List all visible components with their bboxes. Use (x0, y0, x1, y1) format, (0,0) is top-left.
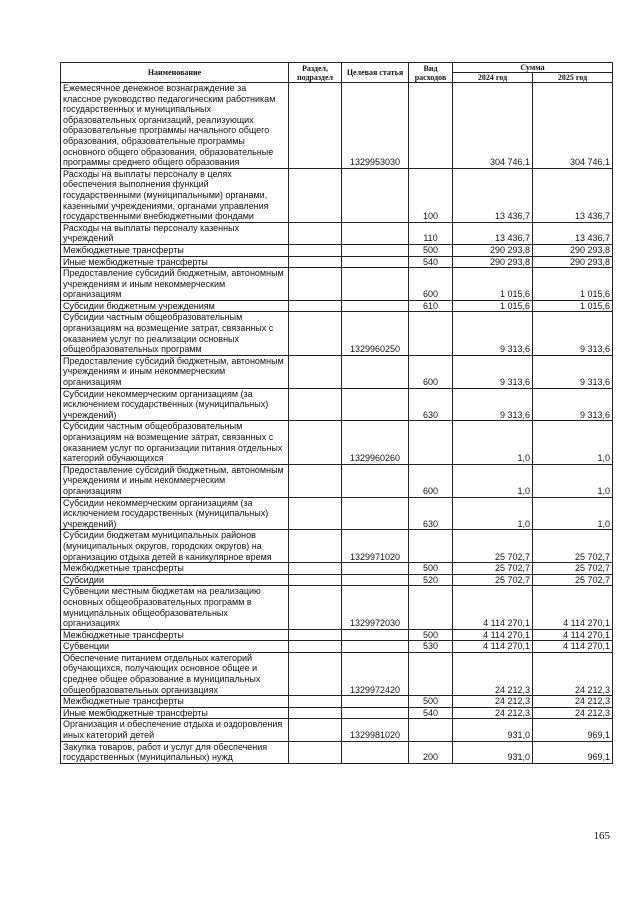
cell-2025: 24 212,3 (533, 707, 613, 719)
table-row (61, 707, 613, 719)
cell-2025: 9 313,6 (533, 355, 613, 388)
cell-section (289, 388, 342, 421)
cell-section (289, 168, 342, 222)
cell-section (289, 312, 342, 355)
cell-target (342, 355, 409, 388)
table-row (61, 464, 613, 497)
table-row (61, 421, 613, 464)
cell-target (342, 741, 409, 763)
header-kind: Вид расходов (409, 63, 453, 83)
cell-target (342, 268, 409, 301)
cell-2025: 13 436,7 (533, 168, 613, 222)
cell-2024: 1,0 (453, 464, 533, 497)
cell-section (289, 696, 342, 708)
cell-section (289, 652, 342, 695)
cell-2025: 9 313,6 (533, 312, 613, 355)
table-row (61, 355, 613, 388)
cell-kind: 500 (409, 244, 453, 256)
cell-target: 1329972420 (342, 652, 409, 695)
cell-kind: 100 (409, 168, 453, 222)
cell-2024: 931,0 (453, 719, 533, 741)
cell-target (342, 563, 409, 575)
cell-2024: 13 436,7 (453, 222, 533, 244)
cell-2025: 13 436,7 (533, 222, 613, 244)
cell-2025: 4 114 270,1 (533, 641, 613, 653)
cell-2025: 24 212,3 (533, 652, 613, 695)
cell-target: 1329960260 (342, 421, 409, 464)
cell-target: 1329953030 (342, 83, 409, 169)
cell-section (289, 421, 342, 464)
cell-name: Организация и обеспечение отдыха и оздоровления иных категорий детей (61, 719, 289, 741)
cell-name: Субсидии бюджетам муниципальных районов (муниципальных округов, городских округов) на организацию отдыха детей в каникулярное время (61, 530, 289, 563)
cell-target: 1329981020 (342, 719, 409, 741)
cell-2025: 969,1 (533, 741, 613, 763)
cell-kind (409, 652, 453, 695)
header-year-2025: 2025 год (533, 73, 613, 83)
table-row (61, 268, 613, 301)
cell-name: Межбюджетные трансферты (61, 563, 289, 575)
cell-name: Предоставление субсидий бюджетным, автономным учреждениям и иным некоммерческим организациям (61, 355, 289, 388)
table-row (61, 530, 613, 563)
cell-kind: 520 (409, 574, 453, 586)
cell-name: Предоставление субсидий бюджетным, автономным учреждениям и иным некоммерческим организациям (61, 464, 289, 497)
cell-kind (409, 421, 453, 464)
cell-name: Иные межбюджетные трансферты (61, 707, 289, 719)
cell-name: Субсидии бюджетным учреждениям (61, 300, 289, 312)
budget-table (60, 62, 613, 764)
cell-2024: 24 212,3 (453, 707, 533, 719)
cell-section (289, 222, 342, 244)
cell-target: 1329960250 (342, 312, 409, 355)
cell-2024: 25 702,7 (453, 574, 533, 586)
cell-section (289, 300, 342, 312)
cell-name: Расходы на выплаты персоналу казенных учреждений (61, 222, 289, 244)
cell-2024: 1 015,6 (453, 268, 533, 301)
table-row (61, 222, 613, 244)
cell-kind (409, 83, 453, 169)
table-row (61, 256, 613, 268)
table-row (61, 741, 613, 763)
cell-kind: 630 (409, 388, 453, 421)
cell-2025: 1,0 (533, 497, 613, 530)
cell-section (289, 268, 342, 301)
cell-2024: 290 293,8 (453, 244, 533, 256)
cell-section (289, 256, 342, 268)
cell-section (289, 355, 342, 388)
cell-2025: 4 114 270,1 (533, 629, 613, 641)
table-row (61, 719, 613, 741)
cell-kind: 600 (409, 268, 453, 301)
cell-2024: 13 436,7 (453, 168, 533, 222)
cell-name: Субсидии некоммерческим организациям (за исключением государственных (муниципальных) учреждений) (61, 497, 289, 530)
cell-2024: 290 293,8 (453, 256, 533, 268)
cell-2025: 4 114 270,1 (533, 586, 613, 629)
cell-kind: 500 (409, 563, 453, 575)
cell-target (342, 388, 409, 421)
table-row (61, 244, 613, 256)
header-sum: Сумма (453, 63, 613, 73)
table-row (61, 652, 613, 695)
cell-name: Субсидии частным общеобразовательным организациям на возмещение затрат, связанных с оказанием услуг по организации питания отдельных категорий обучающихся (61, 421, 289, 464)
cell-2024: 9 313,6 (453, 355, 533, 388)
cell-kind: 540 (409, 707, 453, 719)
header-target: Целевая статья (342, 63, 409, 83)
table-row (61, 696, 613, 708)
cell-target (342, 256, 409, 268)
cell-target (342, 629, 409, 641)
cell-name: Субвенции местным бюджетам на реализацию основных общеобразовательных программ в муниципальных общеобразовательных организациях (61, 586, 289, 629)
cell-kind (409, 530, 453, 563)
cell-2024: 4 114 270,1 (453, 586, 533, 629)
cell-name: Обеспечение питанием отдельных категорий обучающихся, получающих основное общее и среднее общее образование в муниципальных общеобразовательных организациях (61, 652, 289, 695)
cell-name: Закупка товаров, работ и услуг для обеспечения государственных (муниципальных) нужд (61, 741, 289, 763)
cell-2024: 1,0 (453, 497, 533, 530)
cell-2025: 290 293,8 (533, 244, 613, 256)
cell-name: Иные межбюджетные трансферты (61, 256, 289, 268)
table-row (61, 497, 613, 530)
header-section: Раздел, подраздел (289, 63, 342, 83)
cell-2025: 290 293,8 (533, 256, 613, 268)
table-row (61, 168, 613, 222)
cell-2025: 1 015,6 (533, 300, 613, 312)
cell-target (342, 574, 409, 586)
cell-2024: 24 212,3 (453, 696, 533, 708)
cell-target: 1329971020 (342, 530, 409, 563)
cell-2024: 931,0 (453, 741, 533, 763)
cell-2024: 25 702,7 (453, 530, 533, 563)
header-name: Наименование (61, 63, 289, 83)
cell-target (342, 168, 409, 222)
table-body (61, 83, 613, 764)
cell-name: Субвенции (61, 641, 289, 653)
cell-2024: 1,0 (453, 421, 533, 464)
cell-section (289, 464, 342, 497)
table-row (61, 300, 613, 312)
cell-kind: 500 (409, 629, 453, 641)
page-number: 165 (593, 830, 610, 842)
table-row (61, 83, 613, 169)
cell-target (342, 244, 409, 256)
cell-2025: 304 746,1 (533, 83, 613, 169)
cell-name: Ежемесячное денежное вознаграждение за классное руководство педагогическим работникам государственных и муниципальных образовательных организаций, реализующих образовательные программы начального общего образования, образовательные программы основного общего образования, образовательные программы среднего общего образования (61, 83, 289, 169)
cell-target: 1329972030 (342, 586, 409, 629)
cell-section (289, 497, 342, 530)
table-row (61, 574, 613, 586)
cell-section (289, 83, 342, 169)
cell-target (342, 300, 409, 312)
cell-2024: 9 313,6 (453, 312, 533, 355)
cell-name: Межбюджетные трансферты (61, 244, 289, 256)
cell-section (289, 719, 342, 741)
cell-kind: 610 (409, 300, 453, 312)
cell-name: Субсидии (61, 574, 289, 586)
cell-target (342, 696, 409, 708)
table-row (61, 563, 613, 575)
cell-2025: 9 313,6 (533, 388, 613, 421)
cell-2024: 4 114 270,1 (453, 641, 533, 653)
cell-2024: 304 746,1 (453, 83, 533, 169)
cell-section (289, 741, 342, 763)
cell-section (289, 586, 342, 629)
cell-target (342, 464, 409, 497)
cell-2024: 9 313,6 (453, 388, 533, 421)
cell-2025: 1 015,6 (533, 268, 613, 301)
cell-target (342, 222, 409, 244)
cell-name: Субсидии частным общеобразовательным организациям на возмещение затрат, связанных с оказанием услуг по реализации основных общеобразовательных программ (61, 312, 289, 355)
cell-kind: 110 (409, 222, 453, 244)
cell-kind (409, 586, 453, 629)
cell-2025: 1,0 (533, 464, 613, 497)
table-header (61, 63, 613, 83)
cell-2025: 25 702,7 (533, 563, 613, 575)
table-row (61, 586, 613, 629)
header-year-2024: 2024 год (453, 73, 533, 83)
table-row (61, 629, 613, 641)
cell-kind (409, 719, 453, 741)
cell-section (289, 574, 342, 586)
cell-2025: 969,1 (533, 719, 613, 741)
cell-kind: 530 (409, 641, 453, 653)
cell-2025: 25 702,7 (533, 574, 613, 586)
cell-name: Межбюджетные трансферты (61, 696, 289, 708)
cell-kind: 600 (409, 355, 453, 388)
table-row (61, 641, 613, 653)
cell-kind: 600 (409, 464, 453, 497)
cell-kind: 630 (409, 497, 453, 530)
cell-section (289, 530, 342, 563)
cell-name: Предоставление субсидий бюджетным, автономным учреждениям и иным некоммерческим организациям (61, 268, 289, 301)
cell-target (342, 707, 409, 719)
table-row (61, 312, 613, 355)
cell-2024: 1 015,6 (453, 300, 533, 312)
cell-target (342, 497, 409, 530)
cell-2024: 25 702,7 (453, 563, 533, 575)
cell-2024: 4 114 270,1 (453, 629, 533, 641)
cell-name: Межбюджетные трансферты (61, 629, 289, 641)
cell-2024: 24 212,3 (453, 652, 533, 695)
table-row (61, 388, 613, 421)
cell-section (289, 629, 342, 641)
cell-2025: 1,0 (533, 421, 613, 464)
cell-name: Субсидии некоммерческим организациям (за исключением государственных (муниципальных) учреждений) (61, 388, 289, 421)
cell-target (342, 641, 409, 653)
cell-kind: 540 (409, 256, 453, 268)
cell-kind: 500 (409, 696, 453, 708)
cell-2025: 24 212,3 (533, 696, 613, 708)
cell-section (289, 707, 342, 719)
cell-kind (409, 312, 453, 355)
cell-kind: 200 (409, 741, 453, 763)
cell-2025: 25 702,7 (533, 530, 613, 563)
cell-section (289, 244, 342, 256)
cell-section (289, 563, 342, 575)
cell-name: Расходы на выплаты персоналу в целях обеспечения выполнения функций государственными (муниципальными) органами, казенными учреждениями, органами управления государственными внебюджетными фондами (61, 168, 289, 222)
cell-section (289, 641, 342, 653)
